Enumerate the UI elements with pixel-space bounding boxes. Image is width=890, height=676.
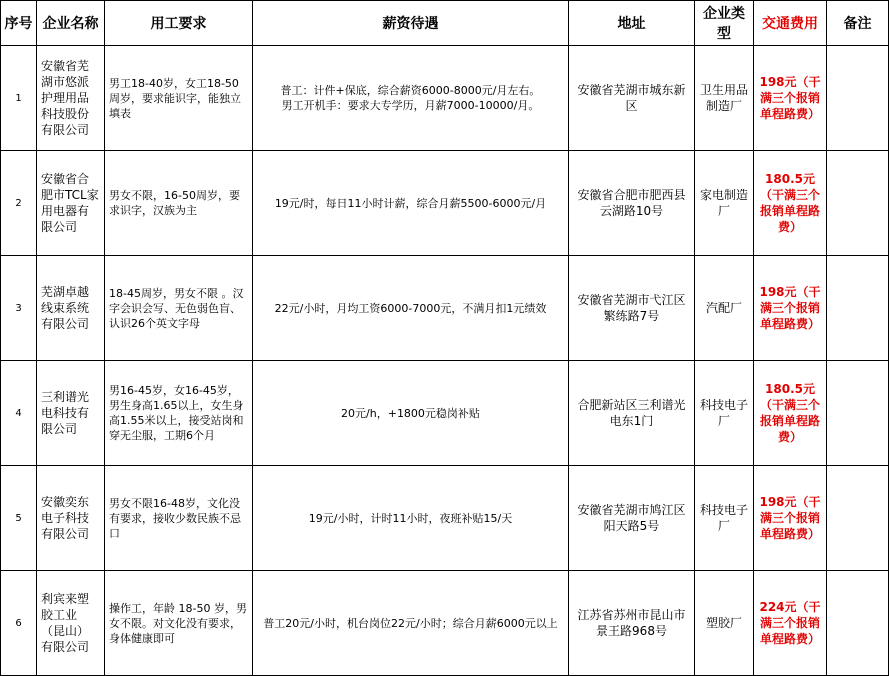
cell-note: [827, 466, 889, 571]
cell-seq: 5: [1, 466, 37, 571]
header-salary: 薪资待遇: [253, 1, 569, 46]
cell-seq: 1: [1, 46, 37, 151]
header-type: 企业类型: [695, 1, 754, 46]
cell-note: [827, 151, 889, 256]
cell-seq: 2: [1, 151, 37, 256]
table-row: [1, 466, 889, 571]
cell-type: 汽配厂: [695, 256, 754, 361]
salary-line: 男工开机手：要求大专学历，月薪7000-10000/月。: [281, 99, 540, 112]
header-requirement: 用工要求: [105, 1, 253, 46]
cell-requirement: 操作工，年龄 18-50 岁，男女不限。对文化没有要求，身体健康即可: [105, 571, 253, 676]
cell-seq: 4: [1, 361, 37, 466]
salary-line: 普工20元/小时，机台岗位22元/小时；综合月薪6000元以上: [263, 616, 558, 630]
salary-line: 20元/h，+1800元稳岗补贴: [341, 406, 480, 420]
table-row: [1, 151, 889, 256]
cell-requirement: 男工18-40岁，女工18-50周岁，要求能识字，能独立填表: [105, 46, 253, 151]
table-row: [1, 571, 889, 676]
cell-requirement: 男女不限，16-50周岁，要求识字，汉族为主: [105, 151, 253, 256]
cell-address: 合肥新站区三利谱光电东1门: [569, 361, 695, 466]
cell-type: 塑胶厂: [695, 571, 754, 676]
cell-company: 安徽省芜湖市悠派护理用品科技股份有限公司: [37, 46, 105, 151]
salary-line: 普工：计件+保底，综合薪资6000-8000元/月左右。: [280, 84, 541, 97]
header-address: 地址: [569, 1, 695, 46]
header-note: 备注: [827, 1, 889, 46]
table-row: [1, 46, 889, 151]
cell-note: [827, 256, 889, 361]
cell-company: 利宾来塑胶工业（昆山）有限公司: [37, 571, 105, 676]
cell-type: 科技电子厂: [695, 361, 754, 466]
cell-type: 科技电子厂: [695, 466, 754, 571]
cell-requirement: 男女不限16-48岁，文化没有要求，接收少数民族不忌口: [105, 466, 253, 571]
header-row: [1, 1, 889, 46]
cell-fee: 180.5元（干满三个报销单程路费）: [754, 361, 827, 466]
cell-address: 安徽省合肥市肥西县云湖路10号: [569, 151, 695, 256]
cell-salary: [253, 46, 569, 151]
salary-line: 22元/小时，月均工资6000-7000元，不满月扣1元绩效: [274, 301, 547, 315]
salary-line: 19元/小时，计时11小时，夜班补贴15/天: [308, 511, 513, 525]
cell-fee: 198元（干满三个报销单程路费）: [754, 256, 827, 361]
cell-salary: [253, 151, 569, 256]
cell-company: 安徽省合肥市TCL家用电器有限公司: [37, 151, 105, 256]
header-seq: 序号: [1, 1, 37, 46]
table-row: [1, 361, 889, 466]
cell-fee: 198元（干满三个报销单程路费）: [754, 466, 827, 571]
cell-address: 江苏省苏州市昆山市景王路968号: [569, 571, 695, 676]
cell-type: 家电制造厂: [695, 151, 754, 256]
cell-type: 卫生用品制造厂: [695, 46, 754, 151]
table-row: [1, 256, 889, 361]
cell-address: 安徽省芜湖市鸠江区阳天路5号: [569, 466, 695, 571]
cell-salary: [253, 571, 569, 676]
cell-note: [827, 46, 889, 151]
cell-company: 三利谱光电科技有限公司: [37, 361, 105, 466]
cell-fee: 180.5元（干满三个报销单程路费）: [754, 151, 827, 256]
cell-requirement: 男16-45岁，女16-45岁，男生身高1.65以上，女生身高1.55米以上，接受站岗和穿无尘服，工期6个月: [105, 361, 253, 466]
cell-note: [827, 361, 889, 466]
cell-seq: 6: [1, 571, 37, 676]
cell-address: 安徽省芜湖市弋江区繁练路7号: [569, 256, 695, 361]
cell-note: [827, 571, 889, 676]
header-company: 企业名称: [37, 1, 105, 46]
cell-salary: [253, 256, 569, 361]
cell-address: 安徽省芜湖市城东新区: [569, 46, 695, 151]
salary-line: 19元/时，每日11小时计薪，综合月薪5500-6000元/月: [274, 196, 547, 210]
header-fee: 交通费用: [754, 1, 827, 46]
cell-company: 芜湖卓越线束系统有限公司: [37, 256, 105, 361]
cell-requirement: 18-45周岁，男女不限 。汉字会识会写、无色弱色盲、认识26个英文字母: [105, 256, 253, 361]
cell-fee: 198元（干满三个报销单程路费）: [754, 46, 827, 151]
cell-salary: [253, 361, 569, 466]
cell-seq: 3: [1, 256, 37, 361]
cell-company: 安徽奕东电子科技有限公司: [37, 466, 105, 571]
cell-salary: [253, 466, 569, 571]
cell-fee: 224元（干满三个报销单程路费）: [754, 571, 827, 676]
